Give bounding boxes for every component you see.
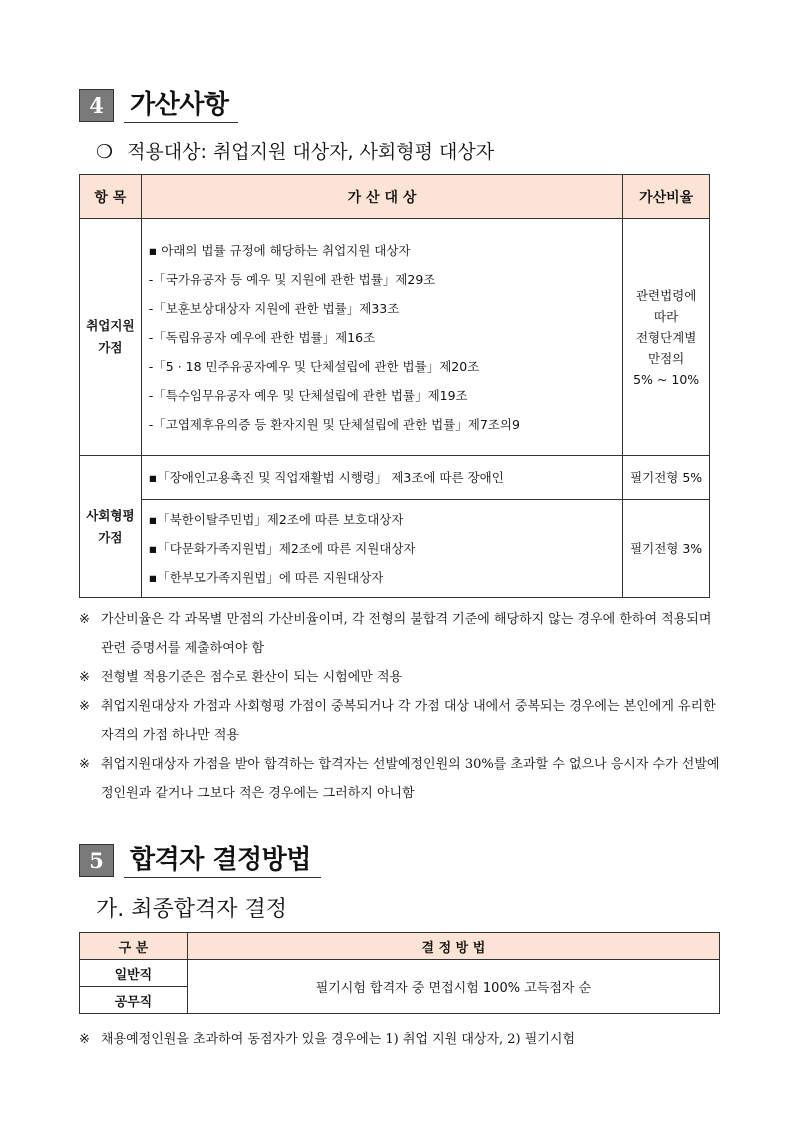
bonus-table — [79, 174, 710, 598]
social-equity-rate-2: 필기전형 3% — [623, 500, 710, 598]
list-item: ▪「다문화가족지원법」제2조에 따른 지원대상자 — [148, 541, 416, 556]
header-target: 가 산 대 상 — [141, 175, 623, 219]
header-category: 구 분 — [80, 933, 188, 960]
social-equity-group1 — [141, 456, 623, 500]
list-item: -「국가유공자 등 예우 및 지원에 관한 법률」제29조 — [148, 271, 436, 287]
reference-mark-icon: ※ — [79, 670, 90, 685]
reference-mark-icon: ※ — [79, 757, 90, 772]
social-equity-group2 — [141, 500, 623, 598]
list-item: ▪「한부모가족지원법」에 따른 지원대상자 — [148, 570, 384, 585]
section-number: 5 — [79, 844, 114, 877]
reference-mark-icon: ※ — [79, 699, 90, 714]
category-employment-support: 취업지원 가점 — [80, 219, 142, 456]
header-rate: 가산비율 — [623, 175, 710, 219]
notes-block — [79, 605, 724, 808]
note-item: ※ 가산비율은 각 과목별 만점의 가산비율이며, 각 전형의 불합격 기준에 해당하지 않는 경우에 한하여 적용되며 관련 증명서를 제출하여야 함 — [79, 605, 724, 663]
list-item: -「고엽제후유의증 등 환자지원 및 단체설립에 관한 법률」제7조의9 — [148, 416, 520, 432]
section-4-heading — [79, 88, 238, 123]
reference-mark-icon: ※ — [79, 1032, 90, 1047]
list-item: -「보훈보상대상자 지원에 관한 법률」제33조 — [148, 300, 400, 316]
note-item: ※ 전형별 적용기준은 점수로 환산이 되는 시험에만 적용 — [79, 663, 724, 692]
decision-table — [79, 932, 720, 1014]
category-social-equity: 사회형평 가점 — [80, 456, 142, 598]
target-text: 적용대상: 취업지원 대상자, 사회형평 대상자 — [127, 141, 495, 163]
list-item: -「특수임무유공자 예우 및 단체설립에 관한 법률」제19조 — [148, 387, 468, 403]
list-item: ▪「북한이탈주민법」제2조에 따른 보호대상자 — [148, 512, 404, 527]
social-equity-rate-1: 필기전형 5% — [623, 456, 710, 500]
footnote: ※ 채용예정인원을 초과하여 동점자가 있을 경우에는 1) 취업 지원 대상자, 2) 필기시험 — [79, 1025, 724, 1054]
section-title: 합격자 결정방법 — [124, 843, 321, 878]
list-item: ▪ 아래의 법률 규정에 해당하는 취업지원 대상자 — [148, 242, 411, 258]
subsection-title: 가. 최종합격자 결정 — [96, 897, 287, 922]
header-method: 결 정 방 법 — [187, 933, 719, 960]
note-item: ※ 취업지원대상자 가점을 받아 합격하는 합격자는 선발예정인원의 30%를 초과할 수 없으나 응시자 수가 선발예정인원과 같거나 그보다 적은 경우에는 그러하지 아니함 — [79, 750, 724, 808]
reference-mark-icon: ※ — [79, 612, 90, 627]
row-public-staff: 공무직 — [80, 987, 188, 1014]
row-general-staff: 일반직 — [80, 960, 188, 987]
target-line — [96, 137, 494, 164]
list-item: ▪「장애인고용촉진 및 직업재활법 시행령」 제3조에 따른 장애인 — [148, 470, 504, 485]
circle-bullet-icon: ❍ — [96, 141, 114, 163]
section-title: 가산사항 — [124, 88, 238, 123]
employment-support-items — [141, 219, 623, 456]
note-item: ※ 취업지원대상자 가점과 사회형평 가점이 중복되거나 각 가점 대상 내에서 중복되는 경우에는 본인에게 유리한 자격의 가점 하나만 적용 — [79, 692, 724, 750]
employment-support-rate: 관련법령에 따라 전형단계별 만점의 5% ~ 10% — [623, 219, 710, 456]
section-number: 4 — [79, 89, 114, 122]
decision-method: 필기시험 합격자 중 면접시험 100% 고득점자 순 — [187, 960, 719, 1014]
header-item: 항 목 — [80, 175, 142, 219]
section-5-heading — [79, 843, 321, 878]
list-item: -「5 · 18 민주유공자예우 및 단체설립에 관한 법률」제20조 — [148, 358, 480, 374]
list-item: -「독립유공자 예우에 관한 법률」제16조 — [148, 329, 376, 345]
